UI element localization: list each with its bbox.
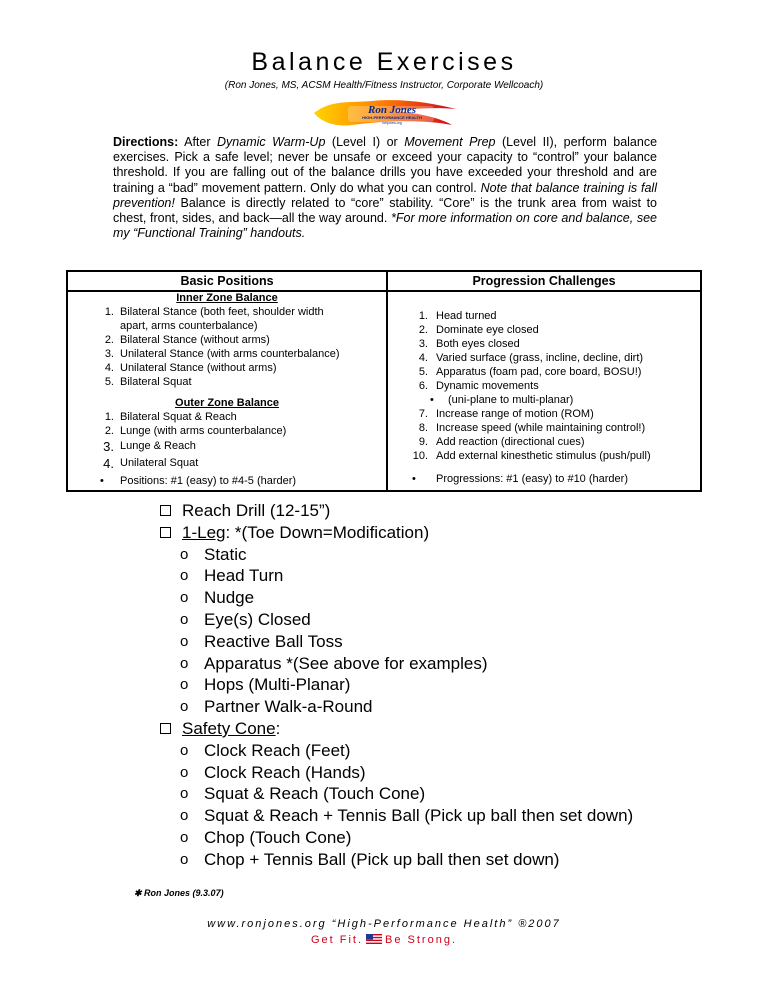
list-item <box>388 379 700 393</box>
positions-note <box>68 474 386 488</box>
circle-bullet-icon: o <box>180 807 189 825</box>
list-item <box>388 421 700 435</box>
reach-drill-item <box>160 500 660 522</box>
list-item <box>160 827 660 849</box>
circle-bullet-icon: o <box>180 698 189 716</box>
page-subtitle: (Ron Jones, MS, ACSM Health/Fitness Instructor, Corporate Wellcoach) <box>224 80 544 91</box>
circle-bullet-icon: o <box>180 610 189 628</box>
ron-jones-logo <box>312 97 458 129</box>
item-text: Increase range of motion (ROM) <box>436 408 594 420</box>
item-text: Squat & Reach + Tennis Ball (Pick up ball then set down) <box>204 806 634 826</box>
item-text: Chop (Touch Cone) <box>204 827 352 847</box>
item-text: Partner Walk-a-Round <box>204 697 373 717</box>
checkbox-icon <box>160 527 171 538</box>
item-number: 3. <box>104 348 114 360</box>
directions-text: (Level II), perform balance exercises. Pick a safe level; never be unsafe or exceed your capacity to “control” your balance threshold. If you are falling out of the balance drills you have exceeded your threshold and are training a “bad” movement pattern. Only do what you can control. <box>113 135 658 195</box>
progression-challenges-header: Progression Challenges <box>387 271 701 291</box>
circle-bullet-icon: o <box>180 632 189 650</box>
progressions-note <box>388 472 700 486</box>
circle-bullet-icon: o <box>180 676 189 694</box>
page-title: Balance Exercises <box>251 48 517 76</box>
progression-subnote <box>388 393 700 407</box>
item-number: 4. <box>104 362 114 374</box>
list-item <box>68 375 386 389</box>
item-number: 5. <box>418 366 428 378</box>
item-number: 5. <box>104 376 114 388</box>
circle-bullet-icon: o <box>180 589 189 607</box>
bullet-icon: • <box>412 473 416 485</box>
list-item <box>160 631 660 653</box>
item-text: Eye(s) Closed <box>204 609 311 629</box>
item-number: 2. <box>418 324 428 336</box>
item-number: 4. <box>418 352 428 364</box>
directions-paragraph <box>113 135 657 241</box>
basic-positions-header: Basic Positions <box>67 271 387 291</box>
list-item <box>388 337 700 351</box>
list-item <box>388 407 700 421</box>
item-number: 3. <box>103 439 114 454</box>
list-item <box>160 696 660 718</box>
drill-label: 1-Leg <box>182 522 226 542</box>
list-item <box>68 305 386 319</box>
item-text: Clock Reach (Feet) <box>204 740 351 760</box>
progressions-list-2 <box>388 407 700 463</box>
list-item <box>160 609 660 631</box>
list-item <box>388 365 700 379</box>
list-item <box>160 674 660 696</box>
drill-text: Reach Drill (12-15”) <box>182 501 331 520</box>
item-number: 2. <box>104 334 114 346</box>
list-item <box>68 333 386 347</box>
item-text: Add reaction (directional cues) <box>436 436 585 448</box>
directions-italic: Dynamic Warm-Up <box>217 135 326 149</box>
drill-label: Safety Cone <box>182 718 276 738</box>
one-leg-item <box>160 522 660 544</box>
item-number: 3. <box>418 338 428 350</box>
safety-cone-item <box>160 718 660 740</box>
item-number: 6. <box>418 380 428 392</box>
item-text: Lunge & Reach <box>120 440 196 452</box>
list-item <box>388 449 700 463</box>
item-number: 8. <box>418 422 428 434</box>
directions-italic: Movement Prep <box>404 135 496 149</box>
list-item <box>388 309 700 323</box>
list-item <box>68 455 386 472</box>
circle-bullet-icon: o <box>180 785 189 803</box>
inner-zone-list <box>68 305 386 389</box>
item-text: apart, arms counterbalance) <box>120 320 258 332</box>
bullet-icon: • <box>100 475 104 487</box>
list-item <box>68 438 386 455</box>
list-item <box>160 783 660 805</box>
circle-bullet-icon: o <box>180 828 189 846</box>
item-number: 4. <box>103 456 114 471</box>
item-text: Head turned <box>436 310 497 322</box>
circle-bullet-icon: o <box>180 850 189 868</box>
item-number: 1. <box>104 411 114 423</box>
item-text: Unilateral Squat <box>120 457 199 469</box>
item-text: Apparatus (foam pad, core board, BOSU!) <box>436 366 642 378</box>
list-item <box>388 351 700 365</box>
item-text: Bilateral Squat & Reach <box>120 411 237 423</box>
list-item <box>160 762 660 784</box>
svg-text:HIGH-PERFORMANCE HEALTH: HIGH-PERFORMANCE HEALTH <box>362 115 422 120</box>
outer-zone-list <box>68 410 386 472</box>
item-text: Chop + Tennis Ball (Pick up ball then set down) <box>204 849 560 869</box>
list-item <box>160 849 660 871</box>
list-item <box>68 319 386 333</box>
item-text: Add external kinesthetic stimulus (push/pull) <box>436 450 651 462</box>
item-text: Static <box>204 544 247 564</box>
list-item <box>160 653 660 675</box>
item-number: 2. <box>104 425 114 437</box>
item-text: Unilateral Stance (without arms) <box>120 362 277 374</box>
progression-challenges-cell <box>387 291 701 491</box>
drill-text: : *(Toe Down=Modification) <box>225 522 430 542</box>
item-text: Unilateral Stance (with arms counterbalance) <box>120 348 340 360</box>
directions-italic: Note that balance training is fall prevention! <box>113 180 657 210</box>
item-text: Dominate eye closed <box>436 324 539 336</box>
footer-site: www.ronjones.org “High-Performance Health” ®2007 <box>207 918 561 930</box>
item-text: Lunge (with arms counterbalance) <box>120 425 287 437</box>
positions-table <box>66 270 702 492</box>
svg-text:ronjones.org: ronjones.org <box>382 121 402 125</box>
slogan-part: Be Strong. <box>385 934 458 946</box>
outer-zone-title: Outer Zone Balance <box>175 397 279 409</box>
list-item <box>160 544 660 566</box>
directions-label: Directions: <box>113 135 179 149</box>
item-number: 10. <box>412 450 428 462</box>
item-text: Varied surface (grass, incline, decline, dirt) <box>436 352 644 364</box>
item-text: Hops (Multi-Planar) <box>204 675 351 695</box>
note-text: Positions: #1 (easy) to #4-5 (harder) <box>120 475 297 487</box>
slogan-part: Get Fit. <box>310 934 364 946</box>
item-text: Head Turn <box>204 566 284 586</box>
list-item <box>388 435 700 449</box>
list-item <box>160 805 660 827</box>
item-text: Bilateral Squat <box>120 376 192 388</box>
directions-text: After <box>178 135 218 149</box>
item-text: Increase speed (while maintaining control!) <box>436 422 646 434</box>
drills-list <box>160 500 660 871</box>
item-text: Nudge <box>204 588 255 608</box>
item-text: Both eyes closed <box>436 338 520 350</box>
directions-text: (Level I) or <box>325 135 405 149</box>
checkbox-icon <box>160 723 171 734</box>
item-text: Apparatus *(See above for examples) <box>204 653 488 673</box>
checkbox-icon <box>160 505 171 516</box>
circle-bullet-icon: o <box>180 763 189 781</box>
directions-text: Balance is directly related to “core” stability. “Core” is the trunk area from waist to chest, front, sides, and back—all the way around. <box>113 195 657 226</box>
list-item <box>68 347 386 361</box>
bullet-icon: • <box>430 394 434 406</box>
item-text: Dynamic movements <box>436 380 539 392</box>
progressions-list <box>388 309 700 393</box>
us-flag-icon <box>366 934 382 944</box>
list-item <box>68 424 386 438</box>
item-text: Bilateral Stance (without arms) <box>120 334 270 346</box>
footer-slogan <box>0 934 768 946</box>
list-item <box>68 361 386 375</box>
circle-bullet-icon: o <box>180 545 189 563</box>
item-number: 7. <box>418 408 428 420</box>
author-note: ✱ Ron Jones (9.3.07) <box>134 888 224 898</box>
drill-text: : <box>275 718 281 738</box>
list-item <box>160 565 660 587</box>
note-text: Progressions: #1 (easy) to #10 (harder) <box>436 473 628 485</box>
item-number: 1. <box>104 306 114 318</box>
list-item <box>160 587 660 609</box>
circle-bullet-icon: o <box>180 741 189 759</box>
directions-italic: *For more information on core and balance, see my “Functional Training” handouts. <box>113 211 657 241</box>
item-text: Clock Reach (Hands) <box>204 762 366 782</box>
circle-bullet-icon: o <box>180 567 189 585</box>
item-text: Bilateral Stance (both feet, shoulder width <box>120 306 324 318</box>
svg-text:Ron Jones: Ron Jones <box>368 104 416 116</box>
item-number: 1. <box>418 310 428 322</box>
list-item <box>68 410 386 424</box>
list-item <box>160 740 660 762</box>
item-text: Reactive Ball Toss <box>204 631 343 651</box>
item-number: 9. <box>418 436 428 448</box>
note-text: (uni-plane to multi-planar) <box>448 394 574 406</box>
inner-zone-title: Inner Zone Balance <box>176 292 278 304</box>
basic-positions-cell <box>67 291 387 491</box>
circle-bullet-icon: o <box>180 654 189 672</box>
item-text: Squat & Reach (Touch Cone) <box>204 784 426 804</box>
list-item <box>388 323 700 337</box>
